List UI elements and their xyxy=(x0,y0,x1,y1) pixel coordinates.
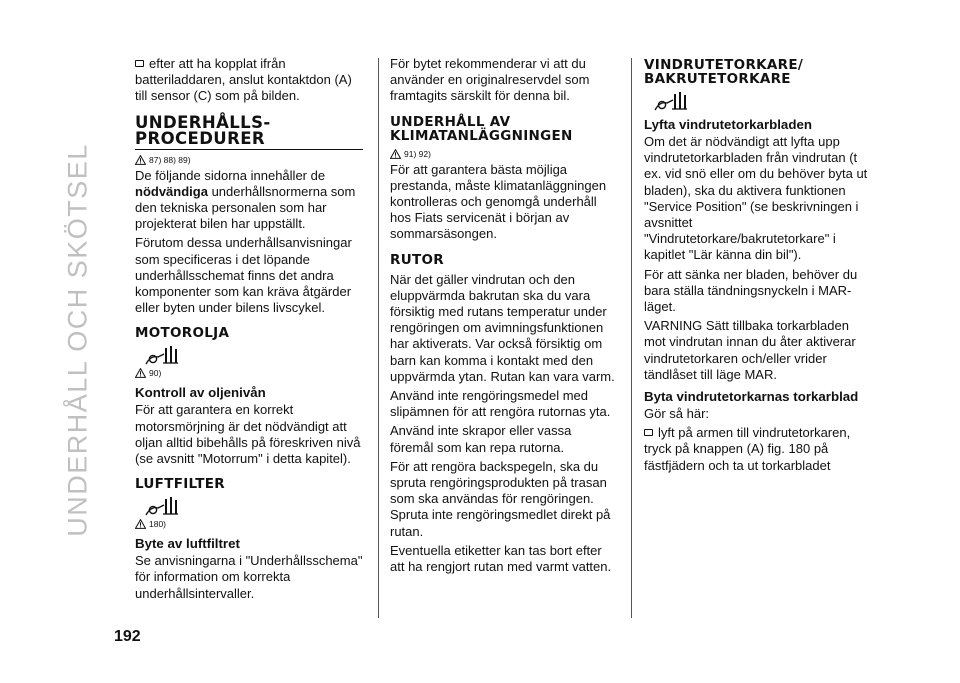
paragraph: Gör så här: xyxy=(644,406,710,422)
gear-hand-tools-icon xyxy=(145,496,179,516)
subheading-replace-air-filter: Byte av luftfiltret xyxy=(135,536,240,552)
heading-wipers: VINDRUTETORKARE/ BAKRUTETORKARE xyxy=(644,57,804,87)
maintenance-icon-row xyxy=(145,496,363,516)
paragraph: För att garantera en korrekt motorsmörjning är det nödvändigt att oljan alltid bibehålls på föreskriven nivå (se avsnitt "Motorrum" i detta kapitel). xyxy=(135,402,361,467)
heading-maintenance-procedures: UNDERHÅLLS-PROCEDURER xyxy=(135,115,363,150)
warning-refs: 180) xyxy=(135,518,363,530)
subheading-oil-level: Kontroll av oljenivån xyxy=(135,385,266,401)
warning-refs: 87) 88) 89) xyxy=(135,154,363,166)
warning-triangle-icon xyxy=(135,519,146,529)
paragraph: Om det är nödvändigt att lyfta upp vindrutetorkarbladen från vindrutan (t ex. vid snö eller om du behöver byta ut bladen), ska du aktivera funktionen "Service Position" (se beskrivningen i avsnittet "Vindrutetorkare/bakrutetorkare" i kapitlet "Lär känna din bil"). xyxy=(644,134,868,263)
square-bullet-icon xyxy=(644,429,653,436)
warning-triangle-icon xyxy=(135,368,146,378)
paragraph: Förutom dessa underhållsanvisningar som specificeras i det löpande underhållsschemat finns det andra komponenter som kan kräva åtgärder eller byten under bilens livscykel. xyxy=(135,235,352,316)
heading-climate-maintenance: UNDERHÅLL AV KLIMATANLÄGGNINGEN xyxy=(390,113,573,144)
paragraph: För att rengöra backspegeln, ska du spruta rengöringsprodukten på trasan som ska användas för rengöringen. Spruta inte rengöringsmedlet direkt på rutan. xyxy=(390,458,611,539)
page-number: 192 xyxy=(114,628,141,645)
paragraph: De följande sidorna innehåller de nödvändiga underhållsnormerna som den tekniska personalen som har projekterat bilen har uppställt. xyxy=(135,167,356,232)
column-2 xyxy=(390,56,618,578)
heading-windows: RUTOR xyxy=(390,251,444,268)
column-1 xyxy=(135,56,363,605)
bullet-item: lyft på armen till vindrutetorkaren, tryck på knappen (A) fig. 180 på fästfjädern och ta ut torkarbladet xyxy=(644,425,851,473)
column-3 xyxy=(644,56,872,477)
warning-refs: 91) 92) xyxy=(390,148,618,160)
paragraph: Använd inte rengöringsmedel med slipämnen för att rengöra rutornas yta. xyxy=(390,388,611,420)
maintenance-icon-row xyxy=(145,345,363,365)
paragraph: När det gäller vindrutan och den eluppvärmda bakrutan ska du vara försiktig med rutans temperatur under rengöringen om avimningsfunktionen har aktiverats. Var också försiktig om barn kan komma i kontakt med den uppvärmda ytan. Rutan kan vara varm. xyxy=(390,271,615,384)
gear-hand-tools-icon xyxy=(145,345,179,365)
heading-air-filter: LUFTFILTER xyxy=(135,476,225,493)
warning-refs: 90) xyxy=(135,367,363,379)
paragraph: För att sänka ner bladen, behöver du bara ställa tändningsnyckeln i MAR-läget. xyxy=(644,266,858,315)
side-chapter-title: UNDERHÅLL OCH SKÖTSEL xyxy=(62,143,93,537)
paragraph: Se anvisningarna i "Underhållsschema" för information om korrekta underhållsintervaller. xyxy=(135,553,363,601)
heading-engine-oil: MOTOROLJA xyxy=(135,325,230,342)
paragraph: VARNING Sätt tillbaka torkarbladen mot vindrutan innan du åter aktiverar vindrutetorkaren och/eller vrider tändlåset till läge MAR. xyxy=(644,318,856,382)
column-divider xyxy=(631,58,632,618)
column-divider xyxy=(378,58,379,618)
paragraph: För att garantera bästa möjliga prestanda, måste klimatanläggningen kontrolleras och genomgå underhåll hos Fiats servicenät i början av sommarsäsongen. xyxy=(390,161,607,242)
subheading-replace-wiper-blades: Byta vindrutetorkarnas torkarblad xyxy=(644,389,859,405)
paragraph: Eventuella etiketter kan tas bort efter att ha rengjort rutan med varmt vatten. xyxy=(390,542,612,575)
paragraph: Använd inte skrapor eller vassa föremål som kan repa rutorna. xyxy=(390,423,572,455)
maintenance-icon-row xyxy=(654,91,872,111)
paragraph: För bytet rekommenderar vi att du använder en originalreservdel som framtagits särskilt för denna bil. xyxy=(390,56,590,104)
warning-triangle-icon xyxy=(390,149,401,159)
warning-triangle-icon xyxy=(135,155,146,165)
square-bullet-icon xyxy=(135,60,144,67)
intro-paragraph: efter att ha kopplat ifrån batteriladdaren, anslut kontaktdon (A) till sensor (C) som på bilden. xyxy=(135,56,352,104)
subheading-lift-wiper-blades: Lyfta vindrutetorkarbladen xyxy=(644,117,812,132)
gear-hand-tools-icon xyxy=(654,91,688,111)
